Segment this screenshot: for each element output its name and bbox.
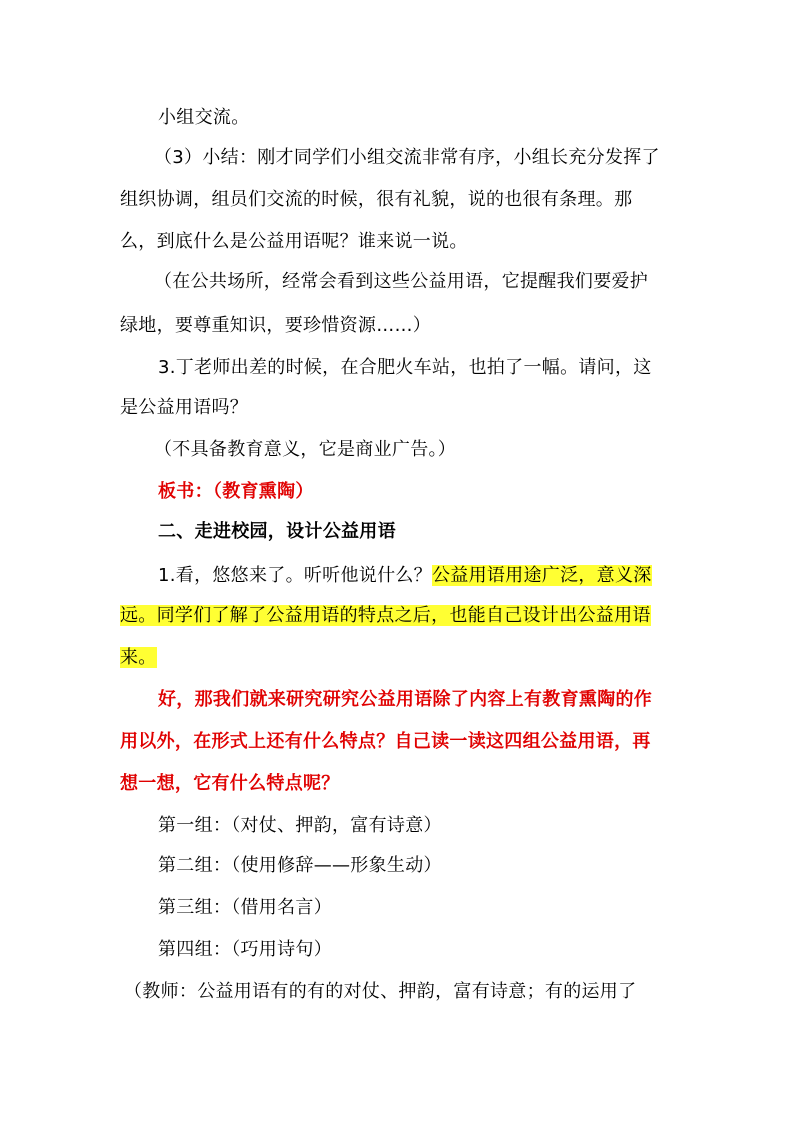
group-item: 第二组：（使用修辞——形象生动） — [158, 855, 442, 876]
paragraph-line: 3.丁老师出差的时候，在合肥火车站，也拍了一幅。请问，这 — [158, 357, 652, 378]
paragraph-line: 绿地，要尊重知识，要珍惜资源……） — [120, 315, 432, 336]
paragraph-line — [158, 564, 652, 588]
group-item: 第一组：（对仗、押韵，富有诗意） — [158, 815, 442, 836]
highlighted-text: 远。同学们了解了公益用语的特点之后，也能自己设计出公益用语 — [120, 605, 651, 626]
group-item: 第四组：（巧用诗句） — [158, 939, 332, 960]
blackboard-note: 板书：（教育熏陶） — [158, 481, 314, 502]
highlighted-text: 来。 — [120, 647, 157, 668]
paragraph-line: 么，到底什么是公益用语呢？谁来说一说。 — [120, 231, 468, 252]
paragraph-line: （3）小结：刚才同学们小组交流非常有序，小组长充分发挥了 — [154, 147, 660, 168]
paragraph-line — [120, 604, 651, 628]
highlighted-text: 公益用语用途广泛，意义深 — [431, 565, 652, 586]
group-item: 第三组：（借用名言） — [158, 897, 332, 918]
paragraph-line: （不具备教育意义，它是商业广告。） — [154, 439, 457, 460]
red-paragraph-line: 想一想，它有什么特点呢？ — [120, 773, 340, 794]
section-heading: 二、走进校园，设计公益用语 — [158, 521, 396, 542]
paragraph-line: 是公益用语吗？ — [120, 397, 249, 418]
paragraph-line: 组织协调，组员们交流的时候，很有礼貌，说的也很有条理。那 — [120, 189, 633, 210]
paragraph-line: （教师：公益用语有的有的对仗、押韵，富有诗意；有的运用了 — [124, 981, 637, 1002]
red-paragraph-line: 用以外，在形式上还有什么特点？自己读一读这四组公益用语，再 — [120, 731, 651, 752]
paragraph-line: 小组交流。 — [158, 107, 250, 128]
red-paragraph-line: 好，那我们就来研究研究公益用语除了内容上有教育熏陶的作 — [158, 689, 653, 710]
paragraph-segment: 1.看，悠悠来了。听听他说什么？ — [158, 565, 432, 586]
paragraph-line — [120, 646, 157, 670]
paragraph-line: （在公共场所，经常会看到这些公益用语，它提醒我们要爱护 — [154, 271, 649, 292]
